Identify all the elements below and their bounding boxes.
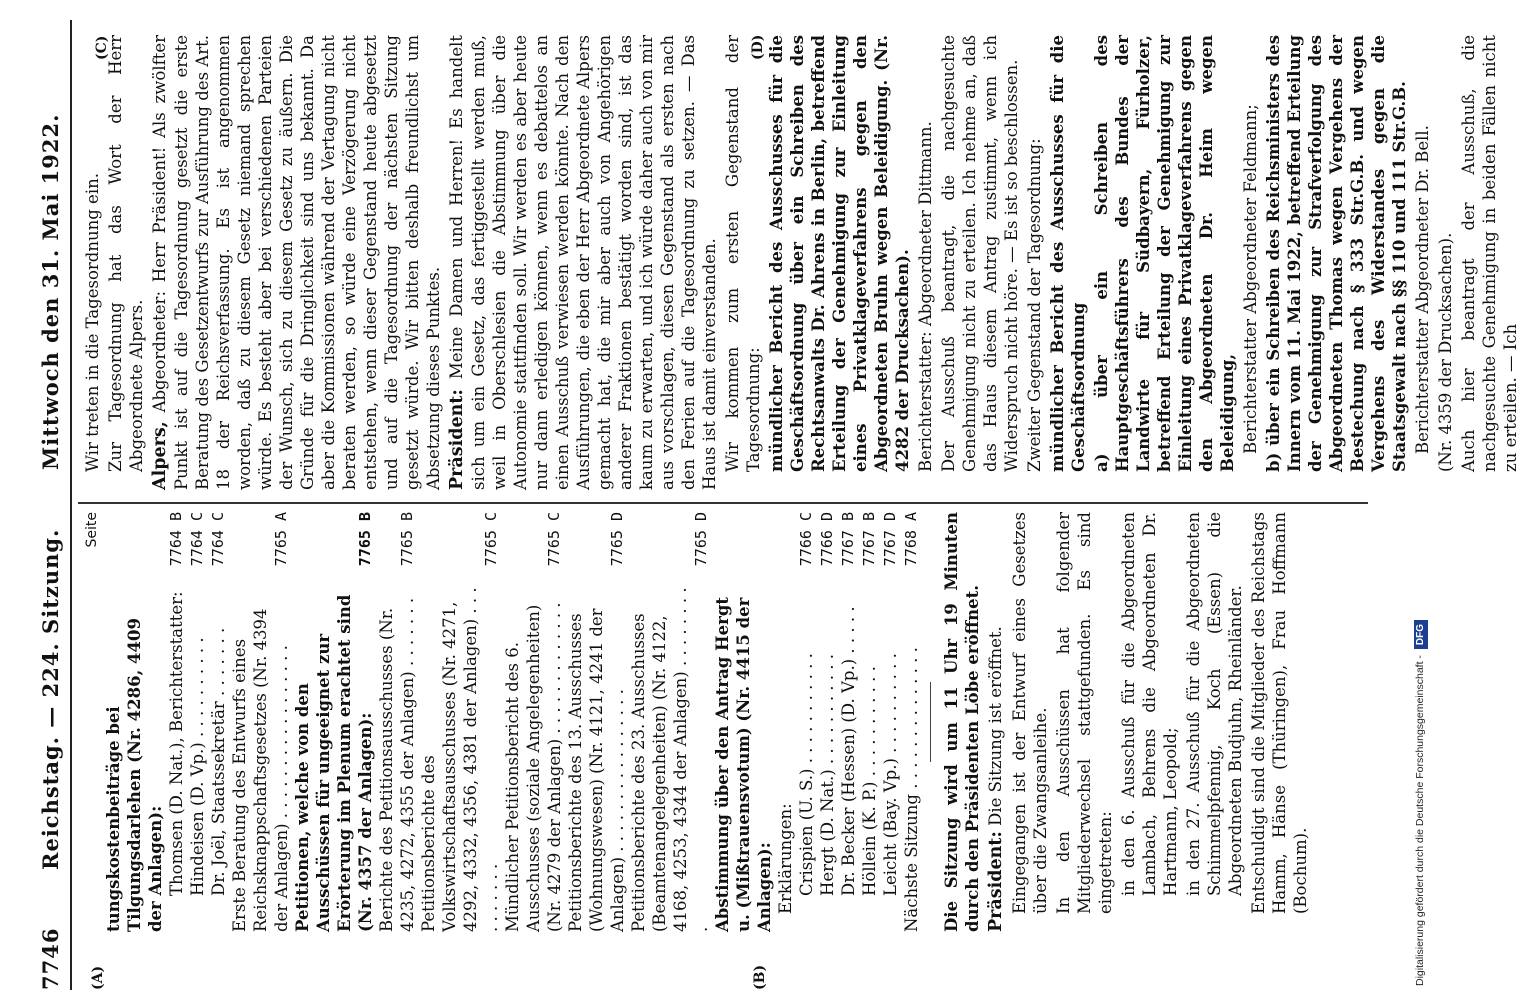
toc-entry [880, 512, 901, 932]
left-column [82, 512, 1313, 932]
agenda-item: mündlicher Bericht des Ausschusses für die Geschäftsordnung über ein Schreiben des Rechtsanwalts Dr. Ahrens in Berlin, betreffend Erteilung der Genehmigung zur Einleitung eines Privatklageverfahrens gegen den Abgeordneten Bruhn wegen Beleidigung. (Nr. 4282 der Drucksachen). [767, 35, 912, 472]
paragraph [985, 512, 1007, 932]
paragraph: in den 27. Ausschuß für die Abgeordneten Schimmelpfennig, Koch (Essen) die Abgeordneten Budjuhn, Rheinländer. [1184, 512, 1245, 896]
toc-entry [901, 512, 922, 932]
toc-entry [292, 512, 376, 932]
paragraph-text: Die Sitzung ist eröffnet. [986, 626, 1005, 826]
margin-letter-c: (C) [94, 35, 110, 60]
paragraph: In den Ausschüssen hat folgender Mitgliederwechsel stattgefunden. Es sind eingetreten: [1054, 512, 1115, 914]
paragraph: Eingegangen ist der Entwurf eines Gesetzes über die Zwangsanleihe. [1010, 512, 1050, 914]
speaker-label: Präsident: [447, 389, 467, 490]
paragraph: Wir treten in die Tagesordnung ein. [83, 173, 102, 472]
paragraph-text: Abgeordneter: Herr Präsident! Als zwölfter Punkt ist auf die Tagesordnung gesetzt die erste Beratung des Gesetzentwurfs zur Ausführung des Art. 18 der Reichsverfassung. Es ist angenommen worden, daß zu diesem Gesetz niemand sprechen würde. Es besteht aber bei verschiedenen Parteien der Wunsch, sich zu diesem Gesetz zu äußern. Die Gründe für die Dringlichkeit sind uns bekannt. Da aber die Kommissionen während der Vertagung nicht beraten werden, so würde eine Verzögerung nicht entstehen, wenn dieser Gegenstand heute abgesetzt und auf die Tagesordnung der nächsten Sitzung gesetzt würde. Wir bitten deshalb freundlichst um Absetzung dieses Punktes. [150, 35, 443, 490]
toc-text: Crispien (U. S.) . . . . . . . . . . . [797, 653, 816, 896]
paragraph: Auch hier beantragt der Ausschuß, die nachgesuchte Genehmigung in beiden Fällen nicht zu erteilen. — Ich [1459, 35, 1520, 472]
toc-text: Dr. Becker (Hessen) (D. Vp.) . . . . . [839, 606, 858, 896]
paragraph: Berichterstatter: Abgeordneter Dittmann. [916, 121, 935, 472]
toc-text: Erklärungen: [776, 803, 795, 914]
paragraph: Zweiter Gegenstand der Tagesordnung: [1025, 138, 1044, 472]
toc-text: Nächste Sitzung . . . . . . . . . . . . . . [902, 647, 921, 932]
toc-entry [166, 512, 187, 932]
session-opening: Die Sitzung wird um 11 Uhr 19 Minuten durch den Präsidenten Löbe eröffnet. [942, 512, 982, 932]
agenda-item: mündlicher Bericht des Ausschusses für die Geschäftsordnung [1048, 35, 1088, 472]
digitization-note [1408, 14, 1432, 986]
toc-text: Höllein (K. P.) . . . . . . . . . . . [860, 666, 879, 896]
paragraph: Entschuldigt sind die Mitglieder des Reichstags Hamm, Hänse (Thüringen), Frau Hoffmann (Bochum). [1249, 512, 1310, 914]
paragraph: Wir kommen zum ersten Gegenstand der Tagesordnung: [723, 35, 763, 472]
toc-text: Dr. Joël, Staatssekretär . . . . . . . [209, 627, 228, 896]
toc-entry [628, 512, 712, 932]
toc-entry [208, 512, 229, 932]
toc-text: Thomsen (D. Nat.), Berichterstatter: [167, 591, 186, 896]
toc-entry [817, 512, 838, 932]
toc-page-ref: 7764 B [167, 512, 185, 567]
paragraph: (Nr. 4359 der Drucksachen). [1436, 232, 1455, 472]
rotated-page [22, 20, 1520, 990]
toc-entry [229, 512, 292, 932]
toc-entry [502, 512, 565, 932]
toc-entry [187, 512, 208, 932]
paragraph: Der Ausschuß beantragt, die nachgesuchte Genehmigung nicht zu erteilen. Ich nehme an, daß das Haus diesem Antrag zustimmt, wenn ich Widerspruch nicht höre. — Es ist so beschlossen. [939, 35, 1021, 472]
toc-page-ref: 7765 A [272, 512, 290, 567]
toc-page-ref: 7767 B [839, 512, 857, 567]
toc-page-ref: 7766 C [797, 512, 815, 567]
agenda-subitem: a) über ein Schreiben des Hauptgeschäftsführers des Bundes der Landwirte für Südbayern, Fürholzer, betreffend Erteilung der Genehmigung zur Einleitung eines Privatklageverfahrens gegen den Abgeordneten Dr. Heim wegen Beleidigung, [1092, 35, 1237, 472]
margin-letter-b: (B) [752, 964, 768, 990]
toc-text: Hergt (D. Nat.) . . . . . . . . . . . [818, 653, 837, 896]
toc-page-ref: 7765 B [356, 512, 374, 567]
toc-page-ref: 7765 B [398, 512, 416, 567]
toc-entry [565, 512, 628, 932]
toc-page-ref: 7767 D [881, 512, 899, 567]
paragraph-text: Meine Damen und Herren! Es handelt sich um ein Gesetz, das fertiggestellt werden muß, weil in Oberschlesien die Abstimmung über die Autonomie stattfinden soll. Wir werden es aber heute nur dann erledigen können, wenn es debattelos an einen Ausschuß verwiesen werden könnte. Nach den Ausführungen, die eben der Herr Abgeordnete Alpers gemacht hat, die mir aber auch von Angehörigen anderer Fraktionen bestätigt worden sind, ist das kaum zu erwarten, und ich würde daher auch von mir aus vorschlagen, diesen Gegenstand als ersten nach den Ferien auf die Tagesordnung zu setzen. — Das Haus ist damit einverstanden. [447, 34, 719, 490]
paragraph: Berichterstatter Abgeordneter Feldmann; [1241, 104, 1260, 454]
agenda-subitem: b) über ein Schreiben des Reichsministers des Innern vom 11. Mai 1922, betreffend Erteilung der Genehmigung zur Strafverfolgung des Abgeordneten Thomas wegen Vergehens der Bestechung nach § 333 Str.G.B. und wegen Vergehens des Widerstandes gegen die Staatsgewalt nach §§ 110 und 111 Str.G.B. [1264, 35, 1409, 472]
section-rule [930, 682, 931, 762]
toc-page-ref: 7767 B [860, 512, 878, 567]
toc-text: Petitionen, welche von den Ausschüssen für ungeeignet zur Erörterung im Plenum erachtet sind (Nr. 4357 der Anlagen): [293, 594, 375, 932]
toc-text: Leicht (Bay. Vp.) . . . . . . . . . . [881, 653, 900, 896]
header-title-left: Reichstag. — 224. Sitzung. [38, 528, 63, 870]
digitization-text [1408, 14, 1432, 986]
toc-text: Abstimmung über den Antrag Hergt u. (Mißtrauensvotum) (Nr. 4415 der Anlagen): [713, 597, 774, 932]
toc-page-ref: 7768 A [902, 512, 920, 567]
toc-text: Hindeisen (D. Vp.) . . . . . . . . . . [188, 637, 207, 896]
toc-page-ref: 7765 D [692, 512, 710, 567]
paragraph [149, 35, 444, 490]
toc-page-ref: 7764 C [188, 512, 206, 567]
toc-page-ref: 7765 C [482, 512, 500, 567]
toc-entry [838, 512, 859, 932]
note-text: Digitalisierung gefördert durch die Deutsche Forschungsgemeinschaft - [1414, 655, 1426, 986]
dfg-logo: DFG [1414, 620, 1428, 649]
toc-text: Mündlicher Petitionsbericht des 6. Ausschusses (soziale Angelegenheiten) (Nr. 4279 der Anlagen) . . . . . . . . . . . . . [503, 602, 564, 932]
toc-entry [418, 512, 502, 932]
header-rule [70, 20, 72, 990]
paragraph [446, 35, 720, 490]
page-header [28, 20, 72, 990]
toc-entry [775, 512, 796, 932]
toc-text: Petitionsberichte des 23. Ausschusses (Beamtenangelegenheiten) (Nr. 4122, 4168, 4253, 4344 der Anlagen) . . . . . . . . . [629, 587, 711, 932]
toc-page-ref: 7764 C [209, 512, 227, 567]
toc-entry [376, 512, 418, 932]
page-number: 7746 [38, 927, 63, 990]
paragraph: Berichterstatter Abgeordneter Dr. Bell. [1413, 125, 1432, 454]
speaker-label: Präsident: [986, 831, 1006, 932]
seite-label: Seite [84, 512, 100, 548]
paragraph: Zur Tagesordnung hat das Wort der Herr Abgeordnete Alpers. [106, 35, 146, 472]
toc-text: Erste Beratung des Entwurfs eines Reichsknappschaftsgesetzes (Nr. 4394 der Anlagen) . . . . . . . . . . . . . . . . . [230, 608, 291, 932]
toc-entry [103, 512, 166, 932]
toc-text: Petitionsberichte des Volkswirtschaftsausschusses (Nr. 4271, 4292, 4332, 4356, 4381 der Anlagen) . . . . . . . . . . [419, 587, 501, 932]
margin-letter-d: (D) [750, 34, 766, 60]
toc-text: tungskostenbeiträge bei Tilgungsdarlehen (Nr. 4286, 4409 der Anlagen): [104, 618, 165, 932]
toc-page-ref: 7765 D [608, 512, 626, 567]
toc-text: Berichte des Petitionsausschusses (Nr. 4235, 4272, 4355 der Anlagen) . . . . . . . [377, 597, 417, 932]
toc-entry [859, 512, 880, 932]
speaker-label: Alpers, [150, 421, 170, 490]
paragraph: in den 6. Ausschuß für die Abgeordneten Lambach, Behrens die Abgeordneten Dr. Hartmann, Leopold; [1119, 512, 1180, 896]
toc-entry [796, 512, 817, 932]
toc-page-ref: 7766 D [818, 512, 836, 567]
toc-page-ref: 7765 C [545, 512, 563, 567]
toc-text: Petitionsberichte des 13. Ausschusses (Wohnungswesen) (Nr. 4121, 4241 der Anlagen) . . . . . . . . . . . . . . . . [566, 608, 627, 932]
right-column [82, 35, 1523, 490]
toc-entry [712, 512, 775, 932]
column-separator [78, 502, 1368, 504]
margin-letter-a: (A) [90, 965, 106, 990]
header-title-right: Mittwoch den 31. Mai 1922. [38, 113, 63, 470]
